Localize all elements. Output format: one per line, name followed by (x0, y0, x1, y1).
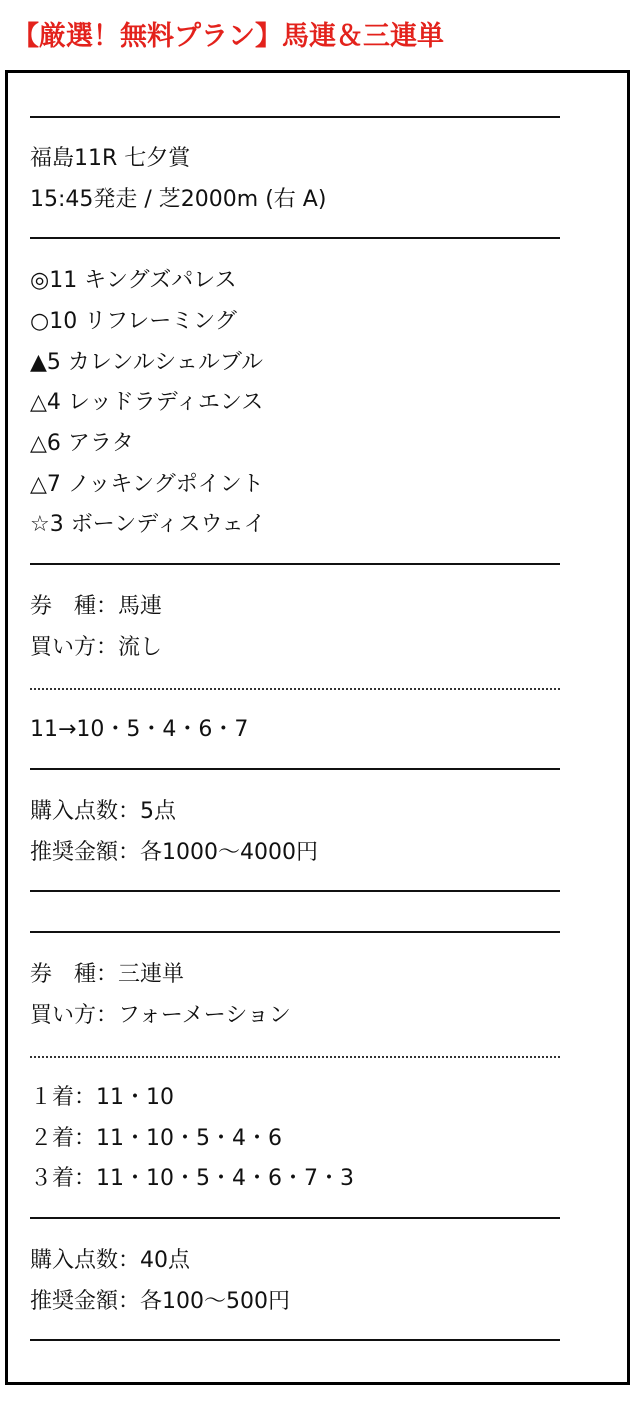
sanrentan-second: ２着：11・10・5・4・6 (30, 1126, 282, 1151)
umaren-ticket-type: 券 種：馬連 (30, 594, 163, 619)
sanrentan-first: １着：11・10 (30, 1085, 174, 1110)
pick-renka: △4 レッドラディエンス (30, 390, 264, 415)
sanrentan-method: 買い方：フォーメーション (30, 1003, 291, 1028)
umaren-amount: 推奨金額：各1000〜4000円 (30, 840, 318, 865)
pick-taikou: ○10 リフレーミング (30, 309, 237, 334)
sanrentan-amount: 推奨金額：各100〜500円 (30, 1289, 290, 1314)
sanrentan-ticket-type: 券 種：三連単 (30, 962, 185, 987)
prediction-box (5, 70, 630, 1385)
divider-line (30, 563, 560, 565)
umaren-method: 買い方：流し (30, 635, 163, 660)
pick-honmei: ◎11 キングズパレス (30, 268, 237, 293)
race-name: 福島11R 七夕賞 (30, 146, 191, 171)
dotted-divider (30, 688, 560, 690)
sanrentan-third: ３着：11・10・5・4・6・7・3 (30, 1166, 354, 1191)
divider-line (30, 768, 560, 770)
divider-line (30, 1339, 560, 1341)
plan-heading: 【厳選！無料プラン】馬連＆三連単 (12, 21, 444, 52)
divider-line (30, 890, 560, 892)
divider-line (30, 116, 560, 118)
pick-tanana: ▲5 カレンルシェルブル (30, 350, 263, 375)
umaren-points: 購入点数：5点 (30, 799, 176, 824)
pick-ana: ☆3 ボーンディスウェイ (30, 512, 266, 537)
divider-line (30, 1217, 560, 1219)
race-info: 15:45発走 / 芝2000m (右 A) (30, 187, 327, 212)
pick-renka: △6 アラタ (30, 431, 134, 456)
umaren-combination: 11→10・5・4・6・7 (30, 717, 249, 742)
divider-line (30, 237, 560, 239)
divider-line (30, 931, 560, 933)
dotted-divider (30, 1056, 560, 1058)
sanrentan-points: 購入点数：40点 (30, 1248, 190, 1273)
pick-renka: △7 ノッキングポイント (30, 472, 264, 497)
